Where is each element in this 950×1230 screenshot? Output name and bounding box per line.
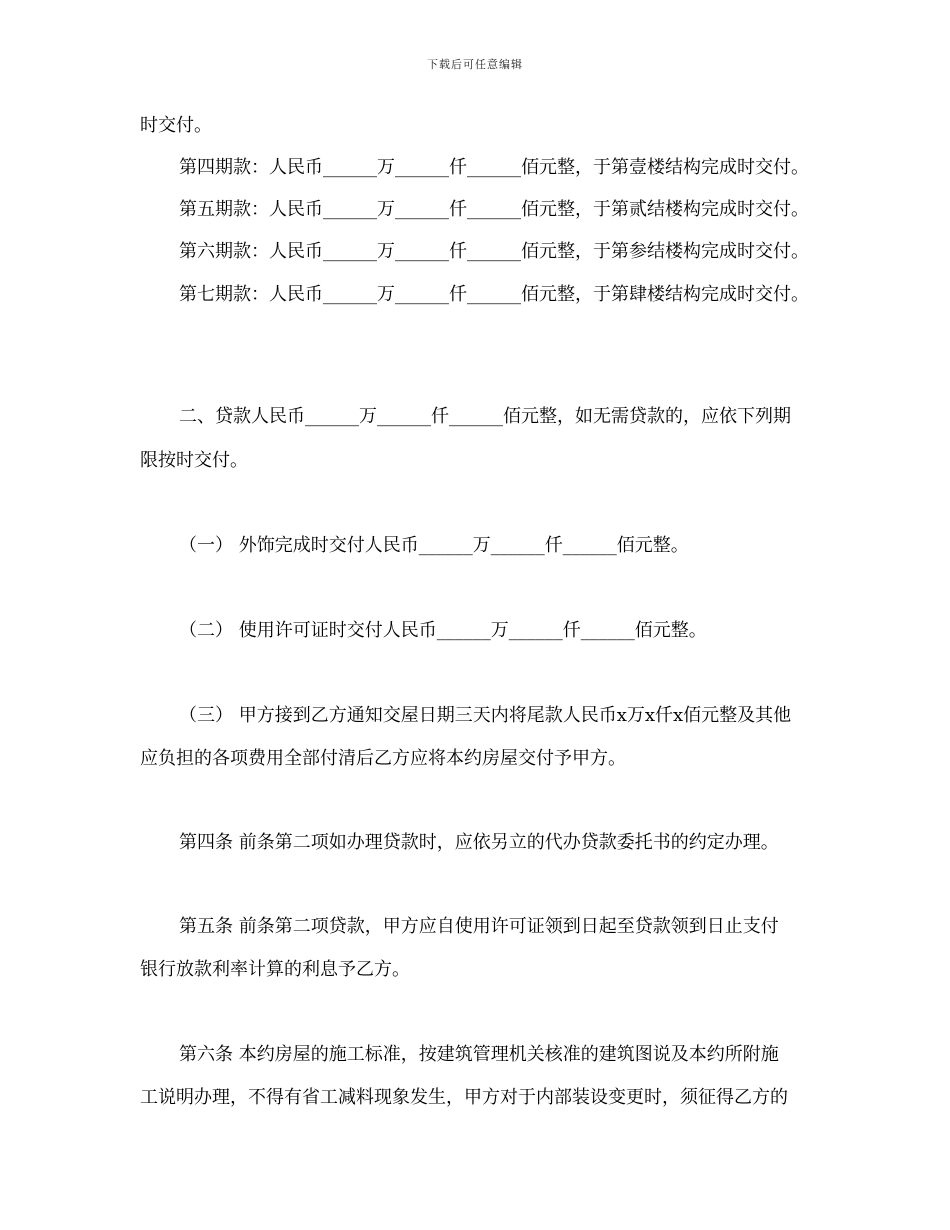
text-line-14: 银行放款利率计算的利息予乙方。 [140, 959, 410, 980]
text-line-6: 二、贷款人民币______万______仟______佰元整，如无需贷款的，应依下列期 [179, 406, 791, 427]
text-line-5: 第七期款：人民币______万______仟______佰元整，于第肆楼结构完成时交付。 [179, 284, 809, 305]
page-header-note: 下载后可任意编辑 [427, 58, 523, 71]
text-line-15: 第六条 本约房屋的施工标准，按建筑管理机关核准的建筑图说及本约所附施 [179, 1044, 779, 1065]
text-line-2: 第四期款：人民币______万______仟______佰元整，于第壹楼结构完成时交付。 [179, 157, 809, 178]
text-line-12: 第四条 前条第二项如办理贷款时，应依另立的代办贷款委托书的约定办理。 [179, 832, 779, 853]
text-line-3: 第五期款：人民币______万______仟______佰元整，于第贰结楼构完成时交付。 [179, 199, 809, 220]
text-line-16: 工说明办理，不得有省工减料现象发生，甲方对于内部装设变更时，须征得乙方的 [140, 1087, 788, 1108]
text-line-13: 第五条 前条第二项贷款，甲方应自使用许可证领到日起至贷款领到日止支付 [179, 916, 779, 937]
text-line-8: （一） 外饰完成时交付人民币______万______仟______佰元整。 [179, 535, 689, 556]
text-line-7: 限按时交付。 [140, 450, 248, 471]
text-line-9: （二） 使用许可证时交付人民币______万______仟______佰元整。 [179, 620, 707, 641]
text-line-11: 应负担的各项费用全部付清后乙方应将本约房屋交付予甲方。 [140, 748, 626, 769]
text-line-1: 时交付。 [140, 115, 212, 136]
text-line-10: （三） 甲方接到乙方通知交屋日期三天内将尾款人民币x万x仟x佰元整及其他 [179, 705, 792, 726]
text-line-4: 第六期款：人民币______万______仟______佰元整，于第参结楼构完成时交付。 [179, 241, 809, 262]
